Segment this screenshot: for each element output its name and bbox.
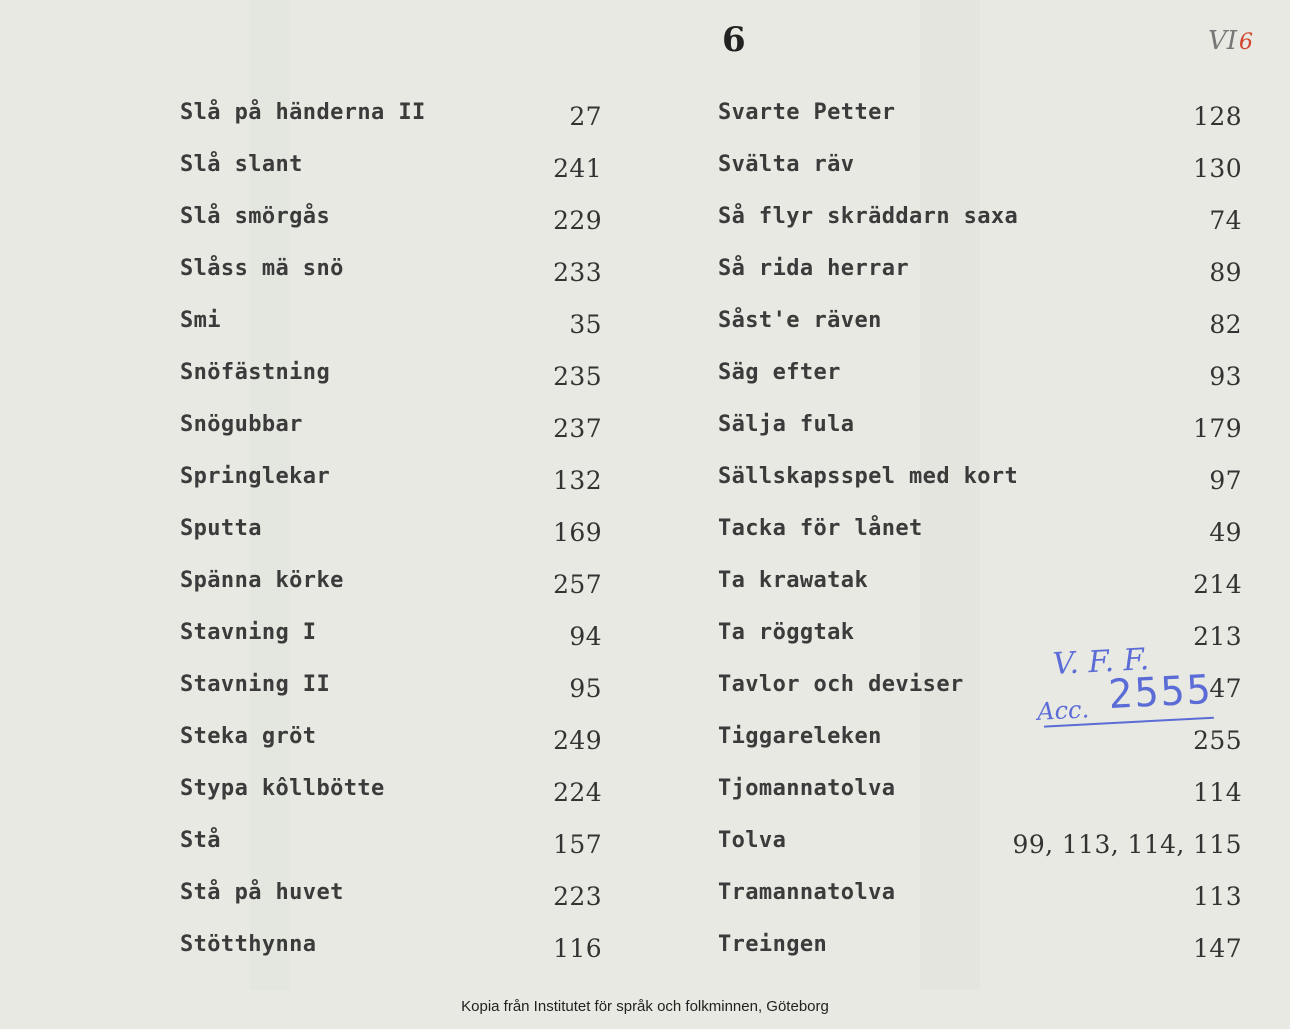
index-column-left xyxy=(180,94,602,978)
index-entry xyxy=(180,666,602,718)
entry-title: Stypa kôllbötte xyxy=(180,776,385,801)
index-entry xyxy=(718,458,1242,510)
entry-page: 235 xyxy=(553,362,602,391)
entry-title: Svälta räv xyxy=(718,152,855,177)
entry-title: Sputta xyxy=(180,516,262,541)
entry-title: Slå smörgås xyxy=(180,204,331,229)
entry-page: 35 xyxy=(569,310,602,339)
index-entry xyxy=(718,146,1242,198)
entry-page: 114 xyxy=(1193,778,1242,807)
index-entry xyxy=(180,94,602,146)
entry-page: 47 xyxy=(1209,674,1242,703)
index-entry xyxy=(718,562,1242,614)
index-entry xyxy=(180,354,602,406)
entry-page: 233 xyxy=(553,258,602,287)
corner-archive-mark xyxy=(1208,26,1253,56)
entry-page: 214 xyxy=(1193,570,1242,599)
entry-title: Tavlor och deviser xyxy=(718,672,964,697)
index-entry xyxy=(718,250,1242,302)
entry-title: Steka gröt xyxy=(180,724,317,749)
page-number: 6 xyxy=(722,20,746,60)
entry-title: Svarte Petter xyxy=(718,100,896,125)
entry-title: Tolva xyxy=(718,828,787,853)
index-entry xyxy=(180,302,602,354)
index-entry xyxy=(180,510,602,562)
index-entry xyxy=(180,770,602,822)
entry-title: Ta krawatak xyxy=(718,568,869,593)
entry-page: 241 xyxy=(553,154,602,183)
entry-page: 255 xyxy=(1193,726,1242,755)
index-entry xyxy=(718,510,1242,562)
entry-title: Så flyr skräddarn saxa xyxy=(718,204,1019,229)
entry-page: 94 xyxy=(569,622,602,651)
entry-page: 229 xyxy=(553,206,602,235)
entry-title: Sälja fula xyxy=(718,412,855,437)
entry-page: 157 xyxy=(553,830,602,859)
stamp-number: 2555 xyxy=(1107,666,1214,719)
entry-page: 116 xyxy=(553,934,602,963)
entry-page: 179 xyxy=(1193,414,1242,443)
index-entry xyxy=(718,94,1242,146)
entry-title: Stå på huvet xyxy=(180,880,344,905)
index-entry xyxy=(180,406,602,458)
index-entry xyxy=(180,926,602,978)
entry-page: 49 xyxy=(1209,518,1242,547)
entry-page: 237 xyxy=(553,414,602,443)
index-entry xyxy=(180,822,602,874)
stamp-initials: V. F. F. xyxy=(1051,642,1150,683)
footer-credit: Kopia från Institutet för språk och folkminnen, Göteborg xyxy=(461,998,829,1015)
entry-title: Springlekar xyxy=(180,464,331,489)
entry-page: 82 xyxy=(1209,310,1242,339)
entry-title: Sällskapsspel med kort xyxy=(718,464,1019,489)
entry-page: 257 xyxy=(553,570,602,599)
index-entry xyxy=(180,614,602,666)
entry-title: Stavning II xyxy=(180,672,331,697)
entry-page: 27 xyxy=(569,102,602,131)
index-entry xyxy=(180,874,602,926)
entry-page: 147 xyxy=(1193,934,1242,963)
index-entry xyxy=(718,822,1242,874)
entry-title: Tramannatolva xyxy=(718,880,896,905)
corner-mark-red: 6 xyxy=(1239,30,1254,55)
entry-page: 99, 113, 114, 115 xyxy=(1012,830,1242,859)
entry-page: 95 xyxy=(569,674,602,703)
entry-title: Slåss mä snö xyxy=(180,256,344,281)
entry-title: Säg efter xyxy=(718,360,841,385)
index-entry xyxy=(180,562,602,614)
entry-title: Tiggareleken xyxy=(718,724,882,749)
archive-stamp xyxy=(1034,636,1266,734)
entry-page: 93 xyxy=(1209,362,1242,391)
entry-page: 74 xyxy=(1209,206,1242,235)
entry-page: 169 xyxy=(553,518,602,547)
entry-page: 97 xyxy=(1209,466,1242,495)
entry-title: Tacka för lånet xyxy=(718,516,923,541)
entry-page: 224 xyxy=(553,778,602,807)
index-entry xyxy=(718,874,1242,926)
entry-title: Slå på händerna II xyxy=(180,100,426,125)
index-entry xyxy=(180,458,602,510)
index-entry xyxy=(180,250,602,302)
index-entry xyxy=(718,770,1242,822)
stamp-prefix: Acc. xyxy=(1036,695,1090,726)
index-entry xyxy=(180,146,602,198)
index-entry xyxy=(718,302,1242,354)
index-entry xyxy=(718,926,1242,978)
entry-title: Snögubbar xyxy=(180,412,303,437)
entry-title: Snöfästning xyxy=(180,360,331,385)
entry-title: Slå slant xyxy=(180,152,303,177)
entry-page: 130 xyxy=(1193,154,1242,183)
entry-page: 132 xyxy=(553,466,602,495)
index-entry xyxy=(718,354,1242,406)
index-column-right xyxy=(718,94,1242,978)
entry-page: 128 xyxy=(1193,102,1242,131)
entry-title: Tjomannatolva xyxy=(718,776,896,801)
entry-title: Stå xyxy=(180,828,221,853)
index-entry xyxy=(718,198,1242,250)
index-entry xyxy=(180,198,602,250)
index-entry xyxy=(180,718,602,770)
entry-page: 249 xyxy=(553,726,602,755)
corner-mark-roman: VI xyxy=(1208,26,1238,56)
entry-title: Treingen xyxy=(718,932,828,957)
entry-title: Såst'e räven xyxy=(718,308,882,333)
entry-title: Stavning I xyxy=(180,620,317,645)
entry-page: 113 xyxy=(1193,882,1242,911)
index-entry xyxy=(718,406,1242,458)
entry-title: Ta röggtak xyxy=(718,620,855,645)
entry-title: Så rida herrar xyxy=(718,256,910,281)
entry-title: Smi xyxy=(180,308,221,333)
entry-page: 223 xyxy=(553,882,602,911)
entry-title: Stötthynna xyxy=(180,932,317,957)
entry-page: 89 xyxy=(1209,258,1242,287)
entry-title: Spänna körke xyxy=(180,568,344,593)
entry-page: 213 xyxy=(1193,622,1242,651)
